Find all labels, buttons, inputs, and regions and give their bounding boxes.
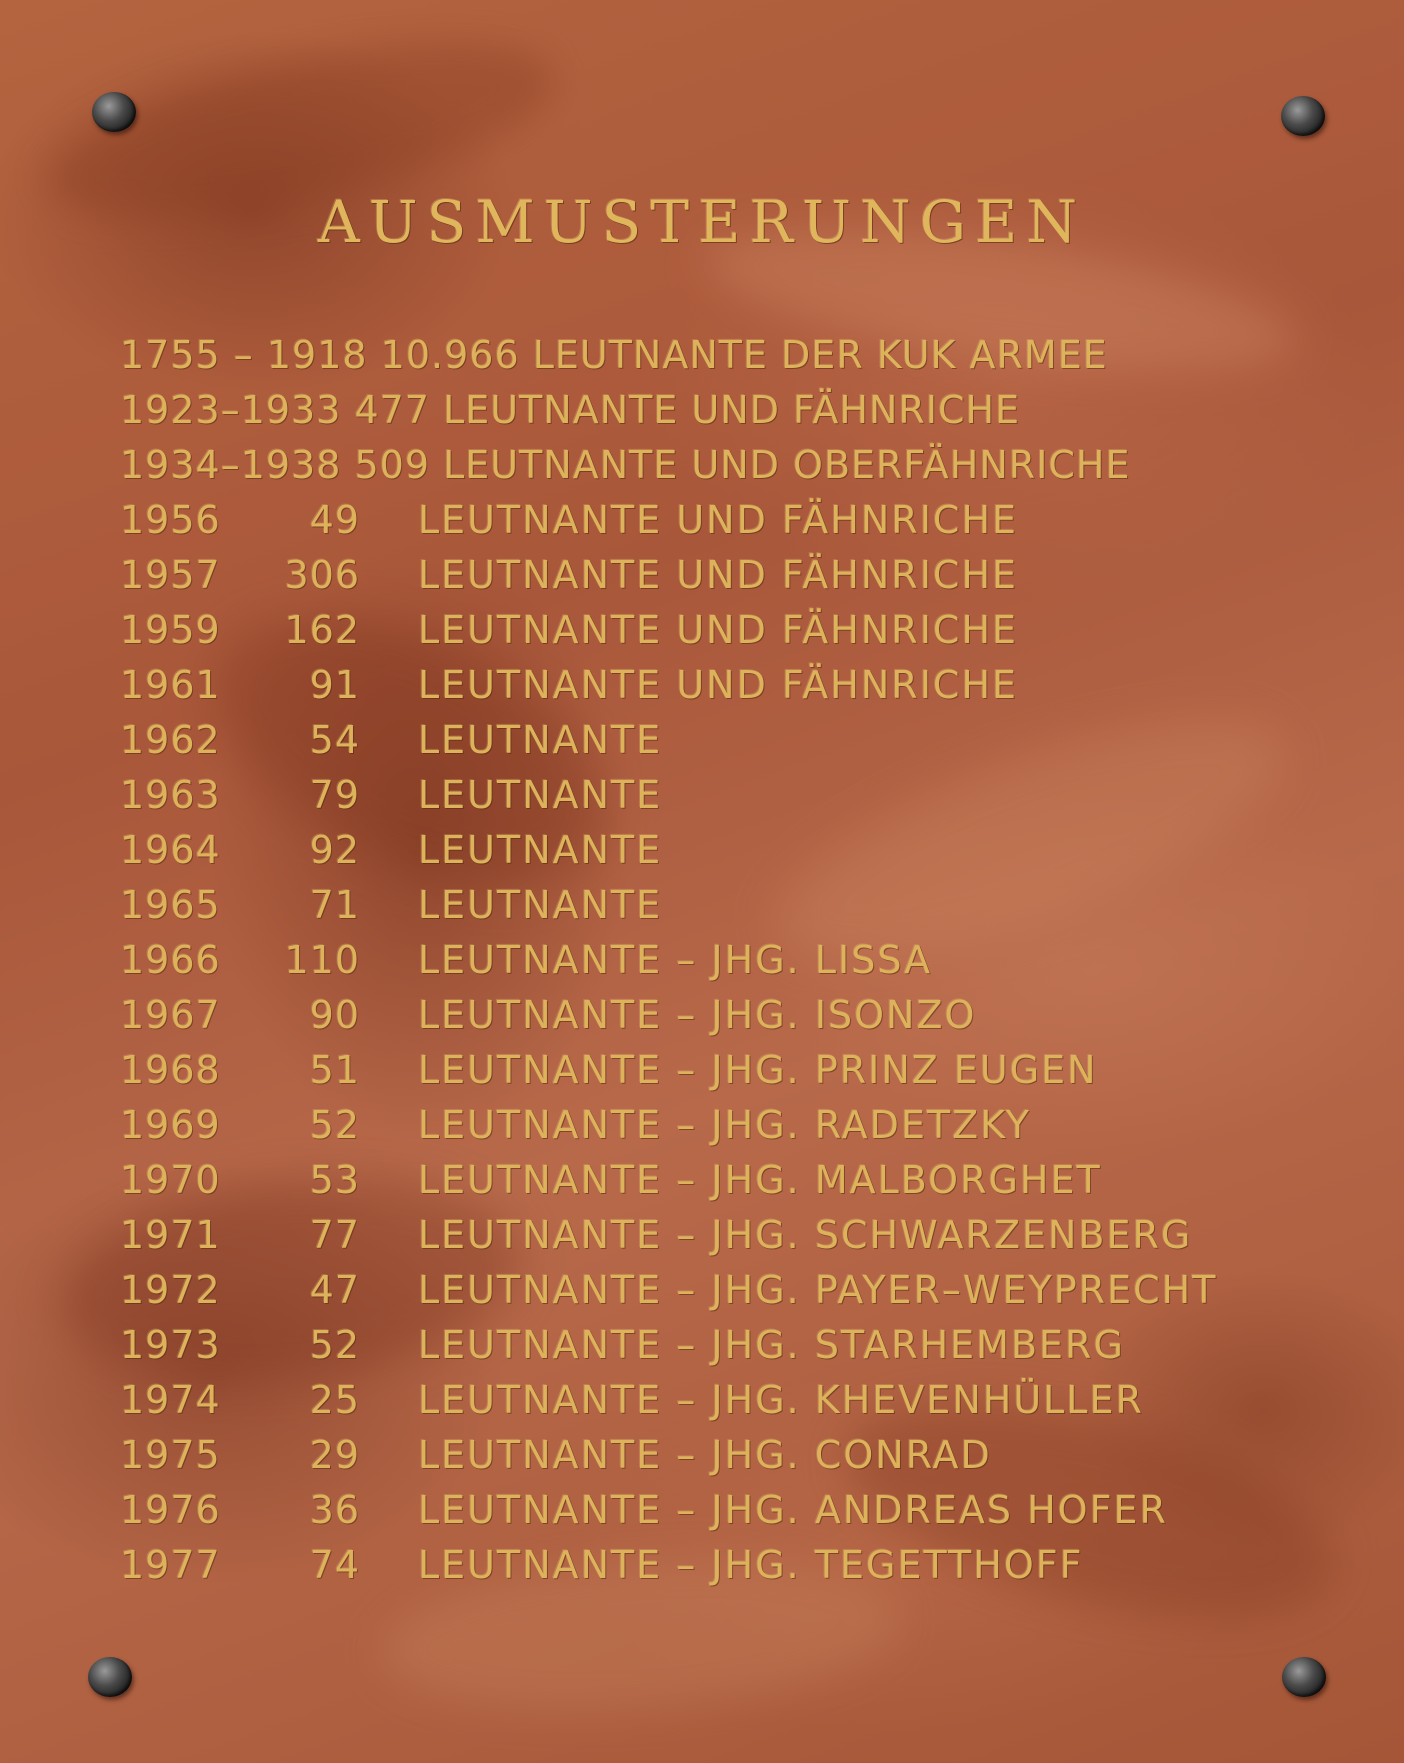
graduate-count: 71 bbox=[309, 883, 360, 927]
graduation-description: LEUTNANTE UND FÄHNRICHE bbox=[418, 608, 1019, 652]
graduation-row bbox=[0, 495, 1404, 545]
graduation-row bbox=[0, 1100, 1404, 1150]
graduate-count: 49 bbox=[309, 498, 360, 542]
graduation-row bbox=[0, 1210, 1404, 1260]
period-row bbox=[0, 440, 1404, 490]
graduate-count: 110 bbox=[284, 938, 360, 982]
mounting-bolt-top-right bbox=[1281, 96, 1325, 136]
graduate-count: 47 bbox=[309, 1268, 360, 1312]
plaque-title: AUSMUSTERUNGEN bbox=[317, 188, 1087, 256]
graduate-count: 52 bbox=[309, 1103, 360, 1147]
graduation-description: LEUTNANTE bbox=[418, 828, 663, 872]
graduation-year: 1974 bbox=[120, 1378, 221, 1422]
graduation-year: 1967 bbox=[120, 993, 221, 1037]
period-row-text: 1923–1933 477 LEUTNANTE UND FÄHNRICHE bbox=[120, 388, 1021, 432]
graduate-count: 91 bbox=[309, 663, 360, 707]
graduation-description: LEUTNANTE – JHG. ANDREAS HOFER bbox=[418, 1488, 1168, 1532]
graduation-year: 1969 bbox=[120, 1103, 221, 1147]
graduation-year: 1962 bbox=[120, 718, 221, 762]
graduation-year: 1977 bbox=[120, 1543, 221, 1587]
graduation-description: LEUTNANTE UND FÄHNRICHE bbox=[418, 663, 1019, 707]
graduate-count: 51 bbox=[309, 1048, 360, 1092]
graduation-description: LEUTNANTE bbox=[418, 773, 663, 817]
graduation-description: LEUTNANTE – JHG. SCHWARZENBERG bbox=[418, 1213, 1193, 1257]
graduation-description: LEUTNANTE – JHG. TEGETTHOFF bbox=[418, 1543, 1084, 1587]
graduation-description: LEUTNANTE bbox=[418, 883, 663, 927]
graduation-description: LEUTNANTE bbox=[418, 718, 663, 762]
graduation-row bbox=[0, 1265, 1404, 1315]
period-row bbox=[0, 385, 1404, 435]
period-row-text: 1934–1938 509 LEUTNANTE UND OBERFÄHNRICHE bbox=[120, 443, 1131, 487]
mounting-bolt-bottom-left bbox=[88, 1657, 132, 1697]
graduation-row bbox=[0, 715, 1404, 765]
mounting-bolt-bottom-right bbox=[1282, 1657, 1326, 1697]
graduation-row bbox=[0, 825, 1404, 875]
graduation-row bbox=[0, 1155, 1404, 1205]
graduation-description: LEUTNANTE – JHG. STARHEMBERG bbox=[418, 1323, 1125, 1367]
graduation-year: 1975 bbox=[120, 1433, 221, 1477]
graduation-year: 1964 bbox=[120, 828, 221, 872]
graduate-count: 54 bbox=[309, 718, 360, 762]
period-row bbox=[0, 330, 1404, 380]
graduation-year: 1976 bbox=[120, 1488, 221, 1532]
graduate-count: 162 bbox=[284, 608, 360, 652]
graduation-year: 1963 bbox=[120, 773, 221, 817]
period-row-text: 1755 – 1918 10.966 LEUTNANTE DER KUK ARMEE bbox=[120, 333, 1108, 377]
graduation-row bbox=[0, 880, 1404, 930]
graduation-year: 1965 bbox=[120, 883, 221, 927]
graduation-year: 1971 bbox=[120, 1213, 221, 1257]
graduate-count: 79 bbox=[309, 773, 360, 817]
graduation-year: 1956 bbox=[120, 498, 221, 542]
graduation-year: 1973 bbox=[120, 1323, 221, 1367]
graduation-row bbox=[0, 1485, 1404, 1535]
graduate-count: 90 bbox=[309, 993, 360, 1037]
graduation-row bbox=[0, 605, 1404, 655]
graduation-year: 1957 bbox=[120, 553, 221, 597]
graduate-count: 74 bbox=[309, 1543, 360, 1587]
graduate-count: 36 bbox=[309, 1488, 360, 1532]
graduation-row bbox=[0, 550, 1404, 600]
graduate-count: 29 bbox=[309, 1433, 360, 1477]
graduate-count: 92 bbox=[309, 828, 360, 872]
graduation-row bbox=[0, 1045, 1404, 1095]
graduation-description: LEUTNANTE – JHG. RADETZKY bbox=[418, 1103, 1031, 1147]
graduate-count: 25 bbox=[309, 1378, 360, 1422]
graduation-row bbox=[0, 770, 1404, 820]
graduate-count: 53 bbox=[309, 1158, 360, 1202]
graduation-year: 1959 bbox=[120, 608, 221, 652]
graduate-count: 306 bbox=[284, 553, 360, 597]
graduate-count: 52 bbox=[309, 1323, 360, 1367]
graduation-description: LEUTNANTE – JHG. CONRAD bbox=[418, 1433, 992, 1477]
graduate-count: 77 bbox=[309, 1213, 360, 1257]
graduation-row bbox=[0, 1320, 1404, 1370]
graduation-description: LEUTNANTE – JHG. PRINZ EUGEN bbox=[418, 1048, 1098, 1092]
graduation-row bbox=[0, 660, 1404, 710]
graduation-description: LEUTNANTE – JHG. KHEVENHÜLLER bbox=[418, 1378, 1144, 1422]
graduation-year: 1966 bbox=[120, 938, 221, 982]
graduation-year: 1970 bbox=[120, 1158, 221, 1202]
graduation-description: LEUTNANTE UND FÄHNRICHE bbox=[418, 553, 1019, 597]
graduation-row bbox=[0, 990, 1404, 1040]
graduation-description: LEUTNANTE – JHG. MALBORGHET bbox=[418, 1158, 1102, 1202]
graduation-description: LEUTNANTE UND FÄHNRICHE bbox=[418, 498, 1019, 542]
mounting-bolt-top-left bbox=[92, 92, 136, 132]
graduation-row bbox=[0, 1430, 1404, 1480]
graduation-year: 1968 bbox=[120, 1048, 221, 1092]
graduation-year: 1961 bbox=[120, 663, 221, 707]
graduation-description: LEUTNANTE – JHG. PAYER–WEYPRECHT bbox=[418, 1268, 1218, 1312]
graduation-description: LEUTNANTE – JHG. ISONZO bbox=[418, 993, 977, 1037]
graduation-description: LEUTNANTE – JHG. LISSA bbox=[418, 938, 933, 982]
graduation-year: 1972 bbox=[120, 1268, 221, 1312]
graduation-row bbox=[0, 1540, 1404, 1590]
graduation-row bbox=[0, 935, 1404, 985]
graduation-row bbox=[0, 1375, 1404, 1425]
